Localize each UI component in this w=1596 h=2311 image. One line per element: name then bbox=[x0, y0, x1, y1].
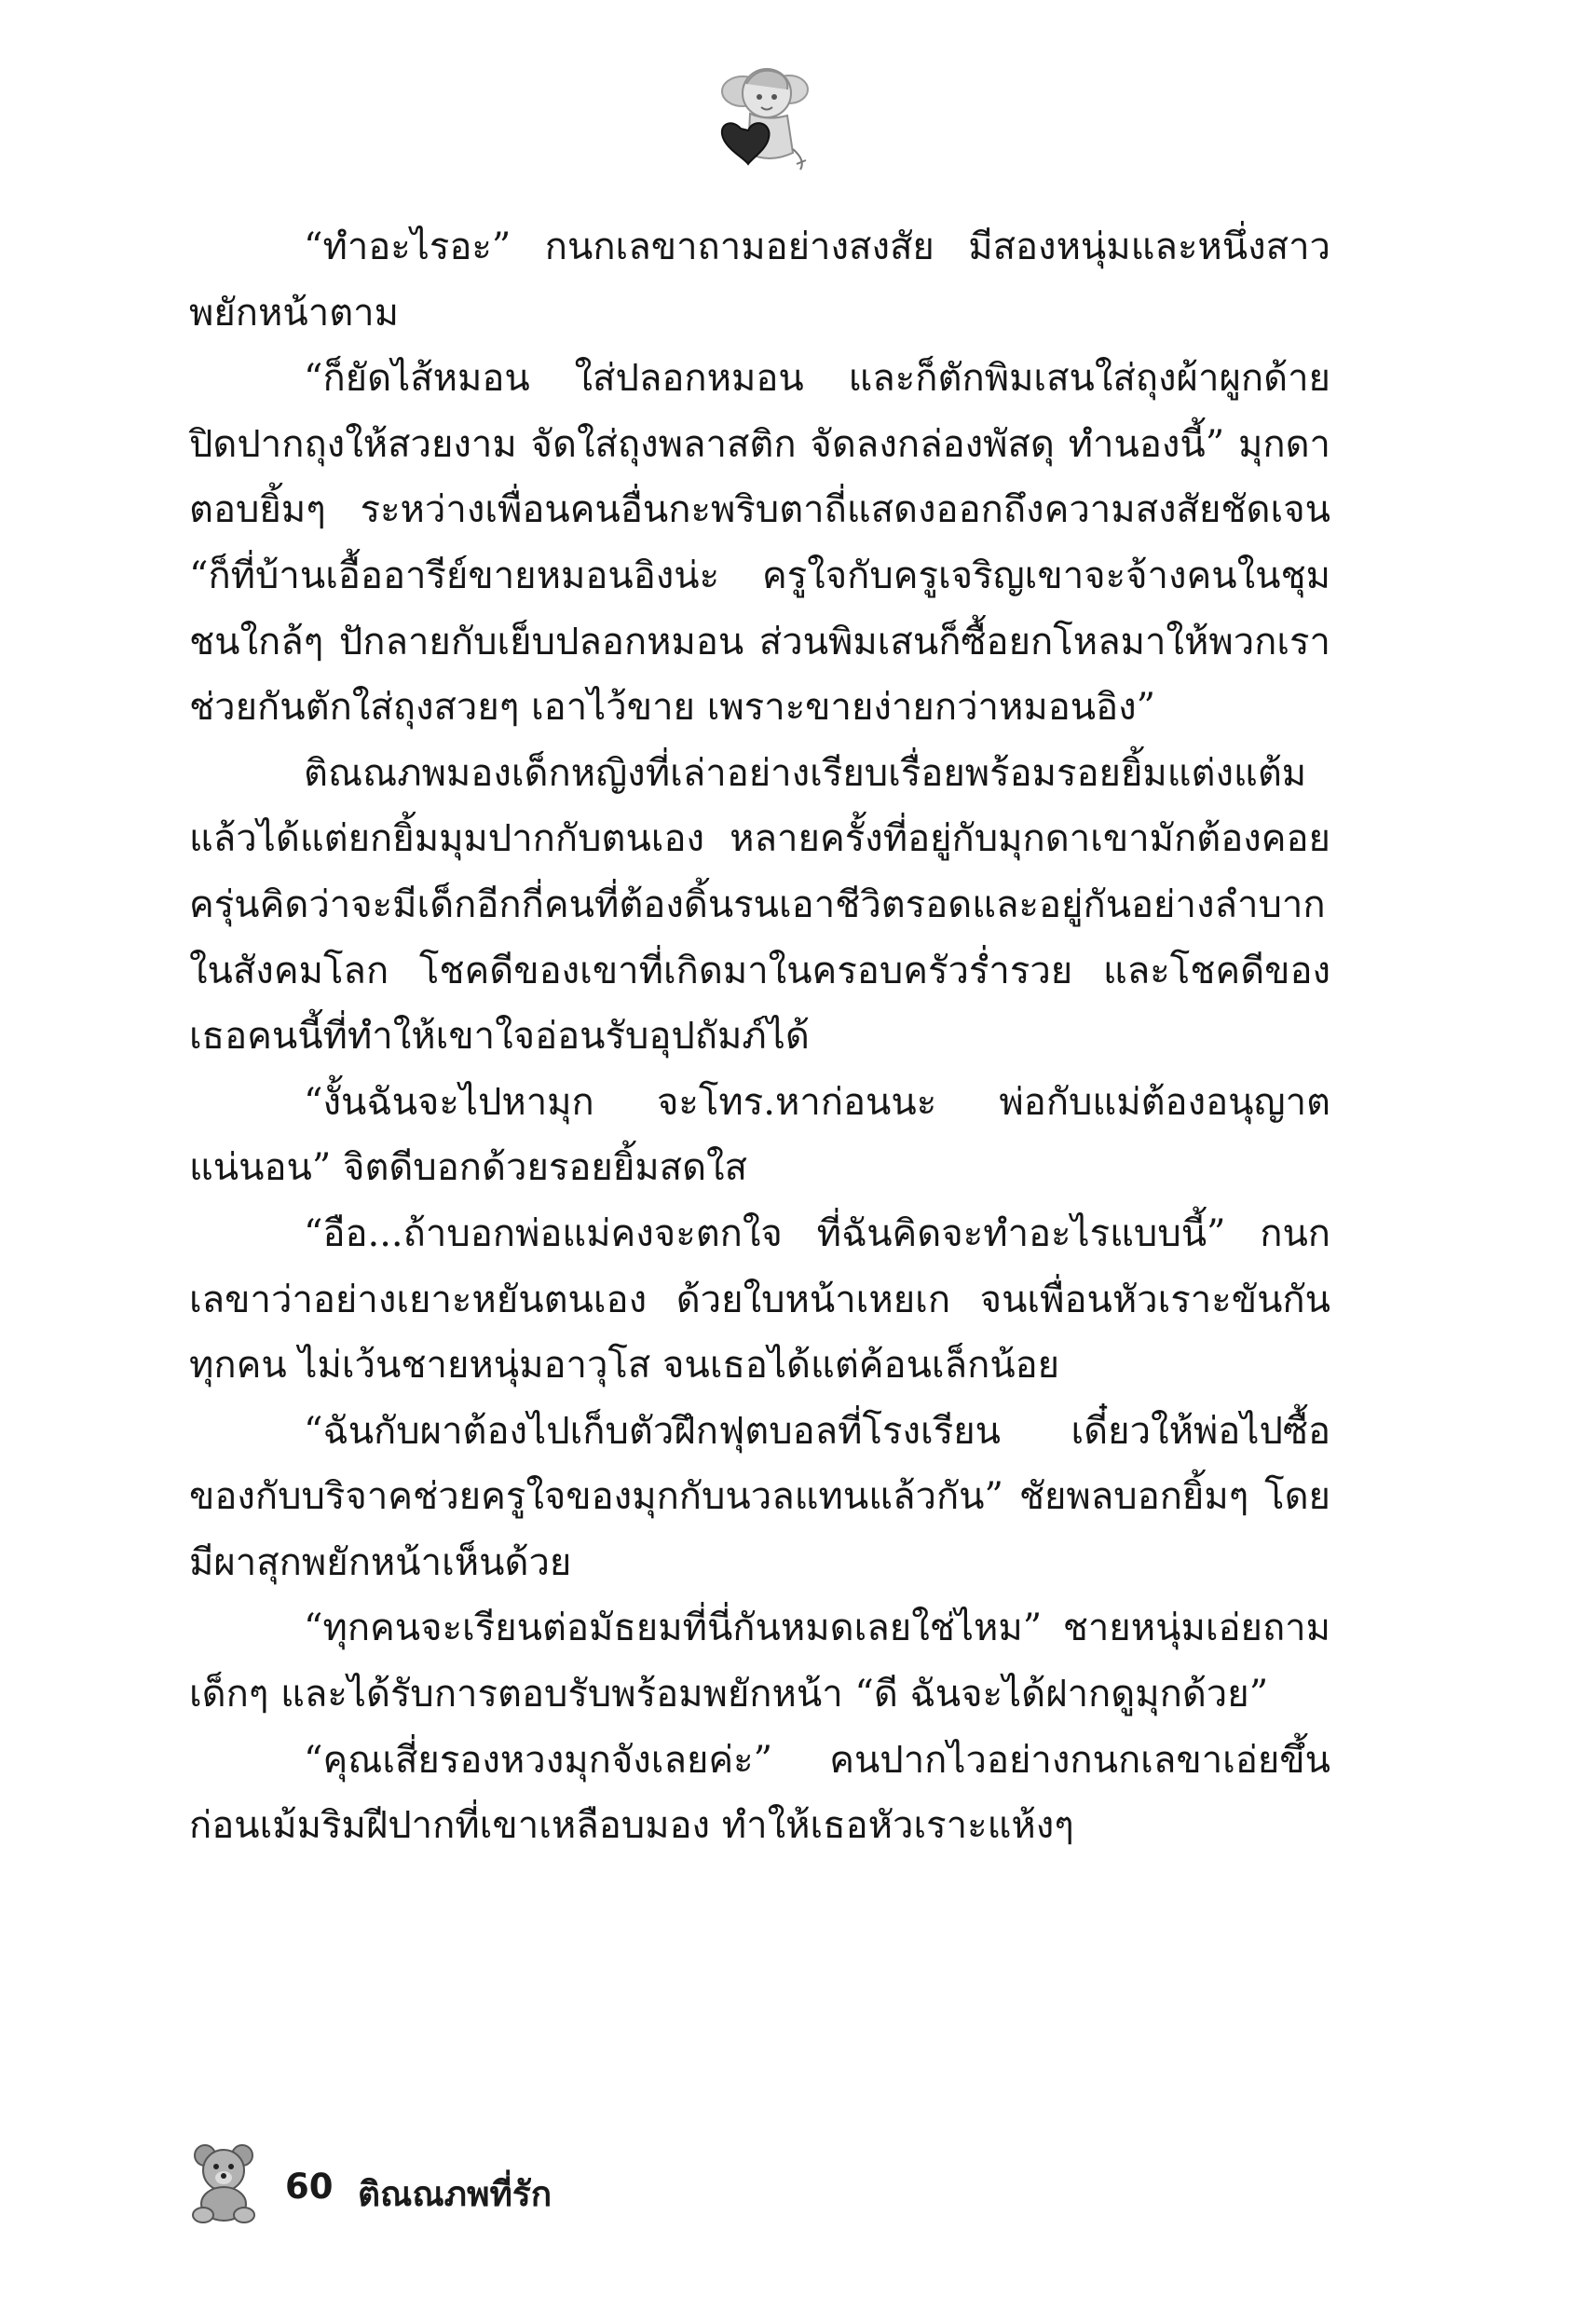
teddy-bear-icon bbox=[183, 2139, 268, 2224]
paragraph: “คุณเสี่ยรองหวงมุกจังเลยค่ะ” คนปากไวอย่างกนกเลขาเอ่ยขึ้นก่อนเม้มริมฝีปากที่เขาเหลือบมอง ทำให้เธอหัวเราะแห้งๆ bbox=[189, 1738, 1330, 1848]
page-footer bbox=[183, 2139, 742, 2222]
paragraph: “งั้นฉันจะไปหามุก จะโทร.หาก่อนนะ พ่อกับแม่ต้องอนุญาตแน่นอน” จิตดีบอกด้วยรอยยิ้มสดใส bbox=[189, 1080, 1330, 1190]
book-title: ติณณภพที่รัก bbox=[358, 2174, 552, 2214]
paragraph: “ทุกคนจะเรียนต่อมัธยมที่นี่กันหมดเลยใช่ไหม” ชายหนุ่มเอ่ยถามเด็กๆ และได้รับการตอบรับพร้อมพยักหน้า “ดี ฉันจะได้ฝากดูมุกด้วย” bbox=[189, 1607, 1330, 1716]
paragraph: “ทำอะไรอะ” กนกเลขาถามอย่างสงสัย มีสองหนุ่มและหนึ่งสาวพยักหน้าตาม bbox=[189, 226, 1330, 335]
body-text bbox=[189, 214, 1330, 1859]
cupid-with-heart-icon bbox=[703, 56, 825, 177]
paragraph: “ฉันกับผาต้องไปเก็บตัวฝึกฟุตบอลที่โรงเรียน เดี๋ยวให้พ่อไปซื้อของกับบริจาคช่วยครูใจของมุกกับนวลแทนแล้วกัน” ชัยพลบอกยิ้มๆ โดยมีผาสุกพยักหน้าเห็นด้วย bbox=[189, 1409, 1330, 1584]
paragraph: “อือ...ถ้าบอกพ่อแม่คงจะตกใจ ที่ฉันคิดจะทำอะไรแบบนี้” กนกเลขาว่าอย่างเยาะหยันตนเอง ด้วยใบหน้าเหยเก จนเพื่อนหัวเราะขันกันทุกคน ไม่เว้นชายหนุ่มอาวุโส จนเธอได้แต่ค้อนเล็กน้อย bbox=[189, 1211, 1330, 1388]
page-number: 60 bbox=[285, 2167, 334, 2207]
paragraph: ติณณภพมองเด็กหญิงที่เล่าอย่างเรียบเรื่อยพร้อมรอยยิ้มแต่งแต้มแล้วได้แต่ยกยิ้มมุมปากกับตนเอง หลายครั้งที่อยู่กับมุกดาเขามักต้องคอยครุ่นคิดว่าจะมีเด็กอีกกี่คนที่ต้องดิ้นรนเอาชีวิตรอดและอยู่กันอย่างลำบากในสังคมโลก โชคดีของเขาที่เกิดมาในครอบครัวร่ำรวย และโชคดีของเธอคนนี้ที่ทำให้เขาใจอ่อนรับอุปถัมภ์ได้ bbox=[189, 751, 1330, 1059]
paragraph: “ก็ยัดไส้หมอน ใส่ปลอกหมอน และก็ตักพิมเสนใส่ถุงผ้าผูกด้ายปิดปากถุงให้สวยงาม จัดใส่ถุงพลาสติก จัดลงกล่องพัสดุ ทำนองนี้” มุกดาตอบยิ้มๆ ระหว่างเพื่อนคนอื่นกะพริบตาถี่แสดงออกถึงความสงสัยชัดเจน “ก็ที่บ้านเอื้ออารีย์ขายหมอนอิงน่ะ ครูใจกับครูเจริญเขาจะจ้างคนในชุมชนใกล้ๆ ปักลายกับเย็บปลอกหมอน ส่วนพิมเสนก็ซื้อยกโหลมาให้พวกเราช่วยกันตักใส่ถุงสวยๆ เอาไว้ขาย เพราะขายง่ายกว่าหมอนอิง” bbox=[189, 357, 1330, 730]
